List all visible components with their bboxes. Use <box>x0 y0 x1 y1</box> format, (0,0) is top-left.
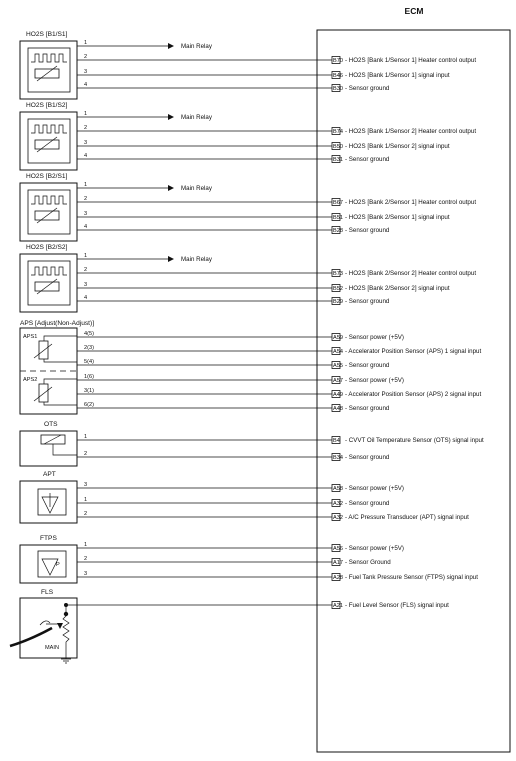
aps-pin-number: 3(1) <box>84 388 94 394</box>
aps-pin-code: A59 <box>333 335 343 341</box>
ots-title: OTS <box>44 421 58 428</box>
ho2s-pin-desc: - HO2S [Bank 2/Sensor 1] signal input <box>345 214 450 221</box>
ho2s-group-2 <box>20 102 476 170</box>
ho2s-pin-desc: - Sensor ground <box>345 298 390 305</box>
ho2s-pin-desc: - HO2S [Bank 2/Sensor 1] Heater control output <box>345 199 477 206</box>
ots-pin-desc: - Sensor ground <box>345 454 390 461</box>
fls-wiper-dot <box>64 612 68 616</box>
ground-icon <box>61 650 71 663</box>
aps-pin-desc: - Accelerator Position Sensor (APS) 1 signal input <box>345 348 482 355</box>
ftps-pin-desc: - Sensor power (+5V) <box>345 545 404 552</box>
ho2s-pin-desc: - Sensor ground <box>345 85 390 92</box>
ftps-pin-code: A17 <box>333 560 343 566</box>
aps-pin-number: 2(3) <box>84 345 94 351</box>
ho2s-pin-number: 4 <box>84 224 88 230</box>
apt-pin-number: 3 <box>84 482 88 488</box>
ho2s-pin-code: B28 <box>333 228 343 234</box>
ho2s-pin-desc: - Sensor ground <box>345 156 390 163</box>
apt-pin-code: A58 <box>333 486 343 492</box>
ho2s-pin-number: 4 <box>84 153 88 159</box>
aps2-potentiometer-icon <box>39 384 48 402</box>
ots-pin-desc: - CVVT Oil Temperature Sensor (OTS) signal input <box>345 437 484 444</box>
ho2s-group-4 <box>20 244 476 312</box>
apt-pin-code: A32 <box>333 501 343 507</box>
aps-pin-code: A49 <box>333 392 343 398</box>
ho2s-pin-desc: - HO2S [Bank 2/Sensor 2] signal input <box>345 285 450 292</box>
fls-variable-resistor-icon <box>63 616 69 650</box>
aps-pin-desc: - Accelerator Position Sensor (APS) 2 signal input <box>345 391 482 398</box>
main-relay-label: Main Relay <box>181 256 212 263</box>
ho2s-pin-code: B29 <box>333 299 343 305</box>
aps-pin-number: 1(6) <box>84 374 94 380</box>
aps1-potentiometer-icon <box>39 341 48 359</box>
ftps-pin-number: 2 <box>84 556 88 562</box>
ho2s-pin-number: 4 <box>84 82 88 88</box>
sensor-variable-arrow-icon <box>37 279 57 294</box>
ho2s-pin-desc: - HO2S [Bank 1/Sensor 2] signal input <box>345 143 450 150</box>
heater-element-icon <box>31 196 67 204</box>
apt-pin-desc: - A/C Pressure Transducer (APT) signal input <box>345 514 469 521</box>
ho2s-pin-number: 2 <box>84 196 88 202</box>
ho2s-pin-number: 3 <box>84 140 88 146</box>
aps-pin-number: 6(2) <box>84 402 94 408</box>
aps1-label: APS1 <box>23 334 38 340</box>
apt-pin-code: A32 <box>333 515 343 521</box>
apt-pin-desc: - Sensor ground <box>345 500 390 507</box>
aps-pin-desc: - Sensor power (+5V) <box>345 334 404 341</box>
sensor-variable-arrow-icon <box>37 137 57 152</box>
fls-float-curve-icon <box>40 621 50 625</box>
fls-wiper-arrow-icon <box>46 624 60 628</box>
ots-pin-number: 2 <box>84 451 88 457</box>
ho2s-pin-number: 3 <box>84 211 88 217</box>
fls-pin-desc: - Fuel Level Sensor (FLS) signal input <box>345 602 449 609</box>
aps-pin-code: A48 <box>333 406 343 412</box>
apt-pin-number: 2 <box>84 511 88 517</box>
apt-title: APT <box>43 471 56 478</box>
aps2-top-lead <box>44 379 77 384</box>
ho2s-pin-code: B31 <box>333 157 343 163</box>
ho2s-pin-number: 1 <box>84 182 88 188</box>
ho2s-connector-box <box>20 183 77 241</box>
aps-title: APS [Adjust(Non-Adjust)] <box>20 320 95 327</box>
aps-pin-code: A54 <box>333 349 343 355</box>
ftps-p-glyph: P <box>56 562 60 568</box>
ho2s-pin-code: B67 <box>333 200 343 206</box>
ho2s-group-3 <box>20 173 476 241</box>
ho2s-pin-code: B70 <box>333 58 343 64</box>
aps2-label: APS2 <box>23 377 38 383</box>
aps-pin-number: 4(5) <box>84 331 94 337</box>
ho2s-pin-code: B51 <box>333 215 343 221</box>
aps-pin-code: A57 <box>333 378 343 384</box>
apt-pin-number: 1 <box>84 497 88 503</box>
fls-title: FLS <box>41 589 54 596</box>
ho2s-pin-number: 2 <box>84 267 88 273</box>
ftps-pin-desc: - Fuel Tank Pressure Sensor (FTPS) signal input <box>345 574 478 581</box>
ho2s-inner-box <box>28 190 70 234</box>
aps-pin-desc: - Sensor power (+5V) <box>345 377 404 384</box>
ots-pin-code: B34 <box>333 455 343 461</box>
ho2s-inner-box <box>28 261 70 305</box>
ho2s-title: HO2S [B1/S1] <box>26 31 68 38</box>
main-relay-label: Main Relay <box>181 114 212 121</box>
ho2s-title: HO2S [B2/S1] <box>26 173 68 180</box>
ots-pin-number: 1 <box>84 434 88 440</box>
ho2s-pin-number: 2 <box>84 125 88 131</box>
aps-pin-code: A55 <box>333 363 343 369</box>
main-relay-label: Main Relay <box>181 43 212 50</box>
ho2s-pin-code: B52 <box>333 286 343 292</box>
ho2s-pin-desc: - HO2S [Bank 2/Sensor 2] Heater control output <box>345 270 477 277</box>
ho2s-pin-desc: - HO2S [Bank 1/Sensor 1] signal input <box>345 72 450 79</box>
apt-connector-box <box>20 481 77 523</box>
heater-element-icon <box>31 125 67 133</box>
ots-thermistor-arrow-icon <box>44 435 61 444</box>
ho2s-pin-desc: - HO2S [Bank 1/Sensor 1] Heater control output <box>345 57 477 64</box>
ho2s-pin-number: 1 <box>84 253 88 259</box>
ho2s-connector-box <box>20 254 77 312</box>
apt-sensor-box <box>38 489 66 515</box>
ots-connector-box <box>20 431 77 466</box>
ho2s-connector-box <box>20 112 77 170</box>
main-relay-label: Main Relay <box>181 185 212 192</box>
apt-pin-desc: - Sensor power (+5V) <box>345 485 404 492</box>
ho2s-pin-code: B73 <box>333 271 343 277</box>
ftps-pin-code: A28 <box>333 575 343 581</box>
ho2s-connector-box <box>20 41 77 99</box>
heater-element-icon <box>31 267 67 275</box>
aps1-wiper-icon <box>34 344 52 358</box>
aps2-bottom-lead <box>44 402 77 405</box>
ho2s-pin-desc: - Sensor ground <box>345 227 390 234</box>
ho2s-pin-code: B30 <box>333 86 343 92</box>
ho2s-title: HO2S [B1/S2] <box>26 102 68 109</box>
fls-float-arm-icon <box>10 628 52 646</box>
ho2s-pin-code: B74 <box>333 129 343 135</box>
sensor-variable-arrow-icon <box>37 208 57 223</box>
aps-pin-desc: - Sensor ground <box>345 405 390 412</box>
ho2s-pin-number: 1 <box>84 111 88 117</box>
ftps-title: FTPS <box>40 535 57 542</box>
aps1-top-lead <box>44 336 77 341</box>
ecm-title: ECM <box>404 6 424 16</box>
ho2s-pin-code: B46 <box>333 73 343 79</box>
ftps-sensor-box <box>38 551 66 577</box>
aps2-wiper-icon <box>34 387 52 401</box>
ho2s-pin-number: 1 <box>84 40 88 46</box>
ho2s-pin-number: 3 <box>84 282 88 288</box>
ots-pin-code: B4 <box>333 438 340 444</box>
aps-connector-box <box>20 328 77 414</box>
ftps-pin-desc: - Sensor Ground <box>345 559 391 566</box>
ho2s-pin-number: 2 <box>84 54 88 60</box>
ftps-pin-number: 1 <box>84 542 88 548</box>
ho2s-inner-box <box>28 48 70 92</box>
ots-lead <box>53 444 77 455</box>
ho2s-group-1 <box>20 31 476 99</box>
ho2s-title: HO2S [B2/S2] <box>26 244 68 251</box>
aps-pin-number: 5(4) <box>84 359 94 365</box>
aps-pin-desc: - Sensor ground <box>345 362 390 369</box>
ho2s-pin-number: 4 <box>84 295 88 301</box>
fls-pin-code: A21 <box>333 603 343 609</box>
ho2s-inner-box <box>28 119 70 163</box>
heater-element-icon <box>31 54 67 62</box>
sensor-variable-arrow-icon <box>37 66 57 81</box>
ho2s-pin-desc: - HO2S [Bank 1/Sensor 2] Heater control output <box>345 128 477 135</box>
ftps-pin-number: 3 <box>84 571 88 577</box>
fls-main-label: MAIN <box>45 645 59 651</box>
ftps-pin-code: A56 <box>333 546 343 552</box>
ho2s-pin-number: 3 <box>84 69 88 75</box>
ho2s-pin-code: B50 <box>333 144 343 150</box>
aps1-bottom-lead <box>44 359 77 362</box>
